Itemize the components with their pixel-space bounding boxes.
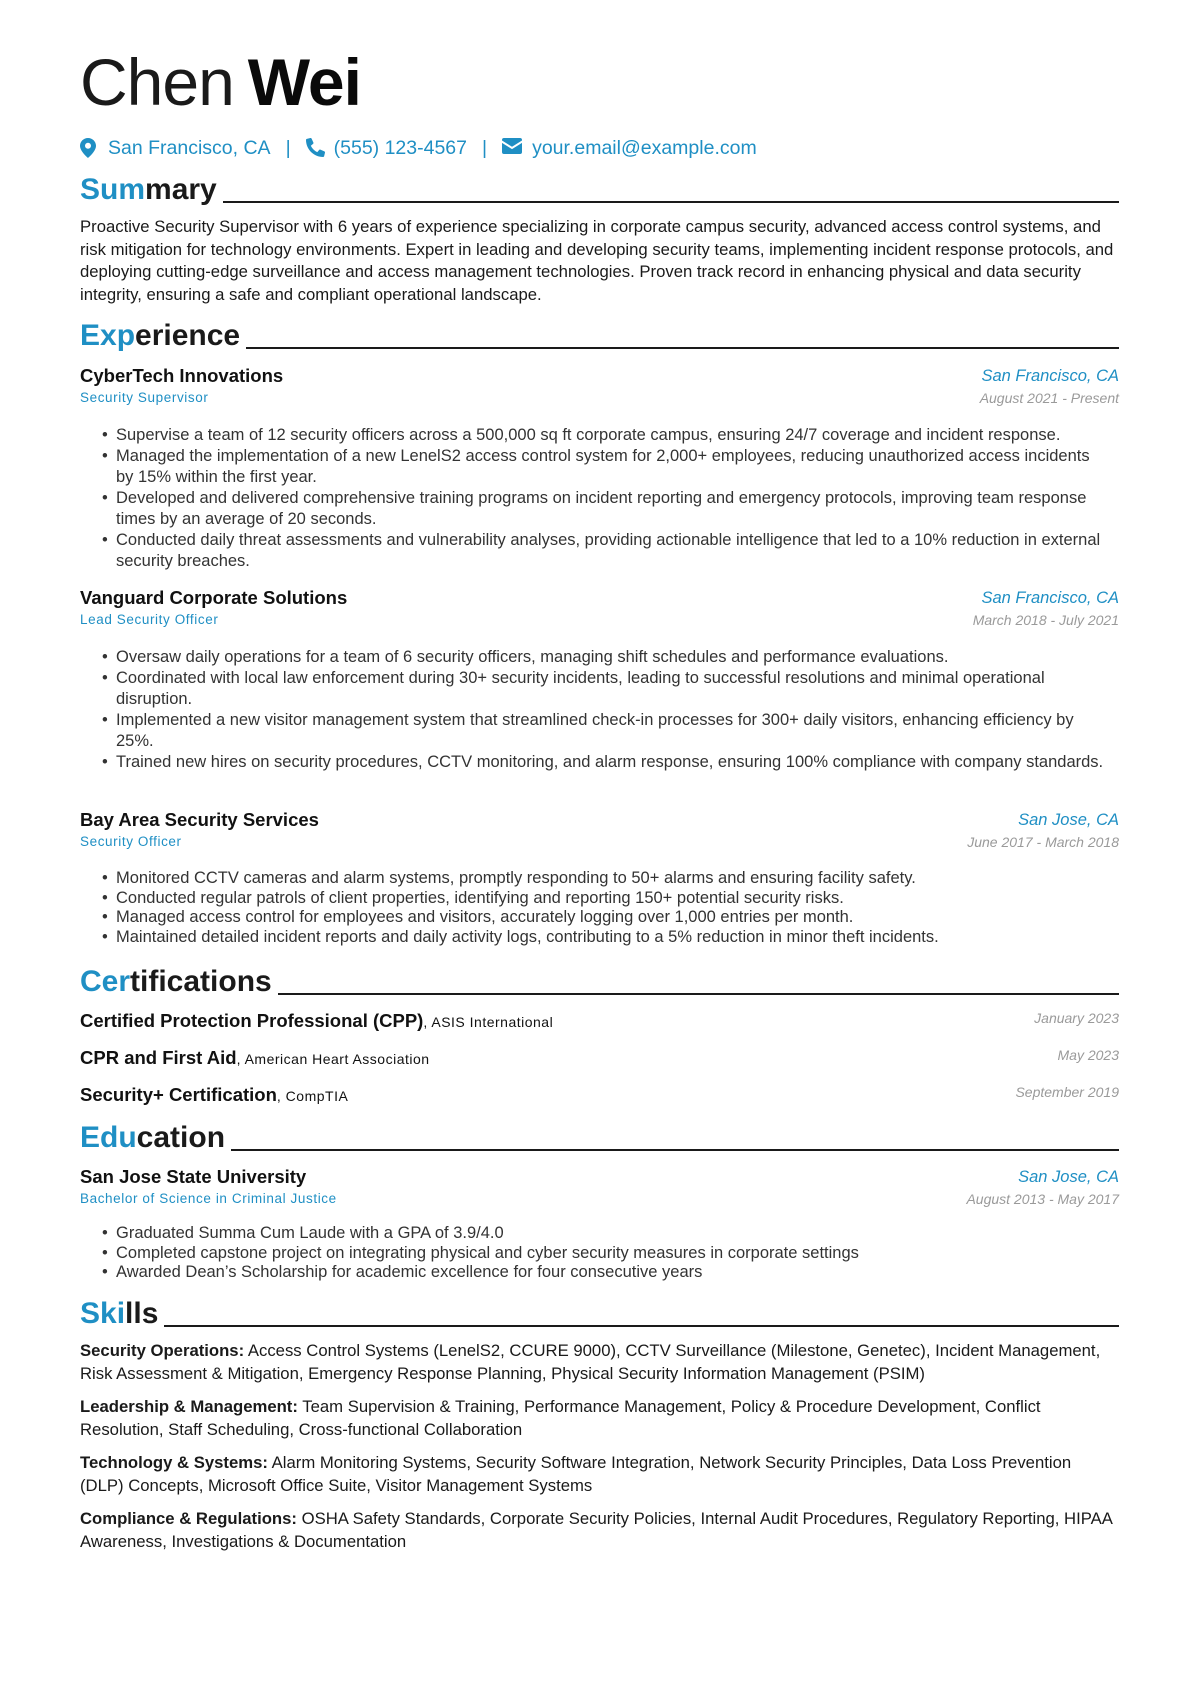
skill-group-text: Team Supervision & Training, Performance Management, Policy & Procedure Development, Conflict Resolution, Staff Scheduling, Cross-functional Collaboration xyxy=(80,1397,1041,1439)
list-item: • Managed the implementation of a new LenelS2 access control system for 2,000+ employees, reducing unauthorized access incidents by 15% within the first year. xyxy=(80,446,1119,488)
skill-group-text: OSHA Safety Standards, Corporate Security Policies, Internal Audit Procedures, Regulatory Reporting, HIPAA Awareness, Investigations & Documentation xyxy=(80,1509,1112,1551)
job-entry-header xyxy=(80,808,1119,854)
section-title: Experience xyxy=(80,316,246,356)
map-marker-icon xyxy=(80,138,98,158)
summary-text: Proactive Security Supervisor with 6 years of experience specializing in corporate campus security, advanced access control systems, and risk mitigation for technology environments. Expert in leading and developing security teams, implementing incident response protocols, and deploying cutting-edge surveillance and access management technologies. Proven track record in enhancing physical and data security integrity, ensuring a safe and compliant operational landscape. xyxy=(80,217,1114,304)
skill-group-label: Leadership & Management: xyxy=(80,1397,298,1416)
education-bullet-list xyxy=(80,1224,1119,1283)
company-name: Bay Area Security Services xyxy=(80,809,319,830)
list-item: • Awarded Dean’s Scholarship for academic excellence for four consecutive years xyxy=(80,1263,1119,1283)
phone-text[interactable]: (555) 123-4567 xyxy=(333,136,467,159)
certification-date: January 2023 xyxy=(1034,1010,1119,1026)
certification-item: Security+ Certification, CompTIA September 2019 xyxy=(80,1084,1119,1105)
job-location: San Francisco, CA xyxy=(981,589,1119,607)
list-item: • Trained new hires on security procedures, CCTV monitoring, and alarm response, ensuring 100% compliance with company standards. xyxy=(80,752,1119,773)
certification-name: CPR and First Aid xyxy=(80,1047,237,1068)
section-title: Skills xyxy=(80,1294,164,1334)
envelope-icon xyxy=(502,138,522,158)
certifications-section-heading xyxy=(80,962,1119,1002)
section-title: Summary xyxy=(80,170,223,210)
skill-group xyxy=(80,1340,1119,1385)
education-dates: August 2013 - May 2017 xyxy=(966,1191,1119,1207)
certification-item: Certified Protection Professional (CPP), ASIS International January 2023 xyxy=(80,1010,1119,1031)
job-dates: June 2017 - March 2018 xyxy=(967,834,1119,850)
skill-group-text: Access Control Systems (LenelS2, CCURE 9000), CCTV Surveillance (Milestone, Genetec), Incident Management, Risk Assessment & Mitigation, Emergency Response Planning, Physical Security Information Management (PSIM) xyxy=(80,1341,1101,1383)
contact-line xyxy=(80,133,757,163)
list-item: • Managed access control for employees and visitors, accurately logging over 1,000 entries per month. xyxy=(80,908,1119,928)
degree-name: Bachelor of Science in Criminal Justice xyxy=(80,1191,337,1206)
list-item: • Conducted daily threat assessments and vulnerability analyses, providing actionable intelligence that led to a 10% reduction in external security breaches. xyxy=(80,530,1119,572)
school-location: San Jose, CA xyxy=(1018,1168,1119,1186)
company-name: Vanguard Corporate Solutions xyxy=(80,587,348,608)
section-title: Education xyxy=(80,1118,231,1158)
job-title: Lead Security Officer xyxy=(80,612,219,627)
education-entry-header xyxy=(80,1165,1119,1211)
company-name: CyberTech Innovations xyxy=(80,365,284,386)
experience-section-heading xyxy=(80,316,1119,356)
job-location: San Francisco, CA xyxy=(981,367,1119,385)
skill-group xyxy=(80,1452,1119,1497)
job-bullet-list xyxy=(80,869,1119,947)
skill-group xyxy=(80,1396,1119,1441)
skill-group-label: Compliance & Regulations: xyxy=(80,1509,297,1528)
list-item: • Oversaw daily operations for a team of 6 security officers, managing shift schedules and performance evaluations. xyxy=(80,647,1119,668)
certification-issuer: ASIS International xyxy=(431,1014,554,1030)
list-item: • Graduated Summa Cum Laude with a GPA of 3.9/4.0 xyxy=(80,1224,1119,1244)
section-rule xyxy=(80,1325,1119,1327)
list-item: • Completed capstone project on integrating physical and cyber security measures in corporate settings xyxy=(80,1244,1119,1264)
job-title: Security Officer xyxy=(80,834,182,849)
skill-group-label: Technology & Systems: xyxy=(80,1453,268,1472)
education-section-heading xyxy=(80,1118,1119,1158)
last-name: Wei xyxy=(247,45,361,119)
certification-name: Security+ Certification xyxy=(80,1084,277,1105)
certification-item: CPR and First Aid, American Heart Association May 2023 xyxy=(80,1047,1119,1068)
contact-separator: | xyxy=(482,136,488,159)
list-item: • Maintained detailed incident reports and daily activity logs, contributing to a 5% reduction in minor theft incidents. xyxy=(80,928,1119,948)
skill-group-text: Alarm Monitoring Systems, Security Software Integration, Network Security Principles, Data Loss Prevention (DLP) Concepts, Microsoft Office Suite, Visitor Management Systems xyxy=(80,1453,1072,1495)
certification-date: September 2019 xyxy=(1015,1084,1119,1100)
job-dates: August 2021 - Present xyxy=(979,390,1119,406)
job-bullet-list xyxy=(80,647,1119,773)
candidate-name xyxy=(80,42,361,122)
skill-group xyxy=(80,1508,1119,1553)
job-location: San Jose, CA xyxy=(1018,811,1119,829)
section-title: Certifications xyxy=(80,962,278,1002)
job-entry-header xyxy=(80,586,1119,632)
skills-section-heading xyxy=(80,1294,1119,1334)
job-entry-header xyxy=(80,364,1119,410)
email-link[interactable]: your.email@example.com xyxy=(532,136,757,159)
certification-name: Certified Protection Professional (CPP) xyxy=(80,1010,424,1031)
summary-section-heading xyxy=(80,170,1119,210)
phone-icon xyxy=(306,138,324,158)
first-name: Chen xyxy=(80,45,234,119)
certification-issuer: CompTIA xyxy=(285,1088,349,1104)
contact-separator: | xyxy=(285,136,291,159)
school-name: San Jose State University xyxy=(80,1166,307,1187)
job-dates: March 2018 - July 2021 xyxy=(972,612,1119,628)
location-text: San Francisco, CA xyxy=(108,136,271,159)
skill-group-label: Security Operations: xyxy=(80,1341,245,1360)
list-item: • Developed and delivered comprehensive training programs on incident reporting and emergency protocols, improving team response times by an average of 20 seconds. xyxy=(80,488,1119,530)
job-bullet-list xyxy=(80,425,1119,572)
list-item: • Monitored CCTV cameras and alarm systems, promptly responding to 50+ alarms and ensuring facility safety. xyxy=(80,869,1119,889)
list-item: • Implemented a new visitor management system that streamlined check-in processes for 300+ daily visitors, enhancing efficiency by 25%. xyxy=(80,710,1119,752)
certification-issuer: American Heart Association xyxy=(244,1051,430,1067)
certification-date: May 2023 xyxy=(1057,1047,1119,1063)
job-title: Security Supervisor xyxy=(80,390,209,405)
list-item: • Supervise a team of 12 security officers across a 500,000 sq ft corporate campus, ensuring 24/7 coverage and incident response. xyxy=(80,425,1119,446)
section-rule xyxy=(80,201,1119,203)
list-item: • Conducted regular patrols of client properties, identifying and reporting 150+ potential security risks. xyxy=(80,889,1119,909)
list-item: • Coordinated with local law enforcement during 30+ security incidents, leading to successful resolutions and minimal operational disruption. xyxy=(80,668,1119,710)
section-rule xyxy=(80,1149,1119,1151)
